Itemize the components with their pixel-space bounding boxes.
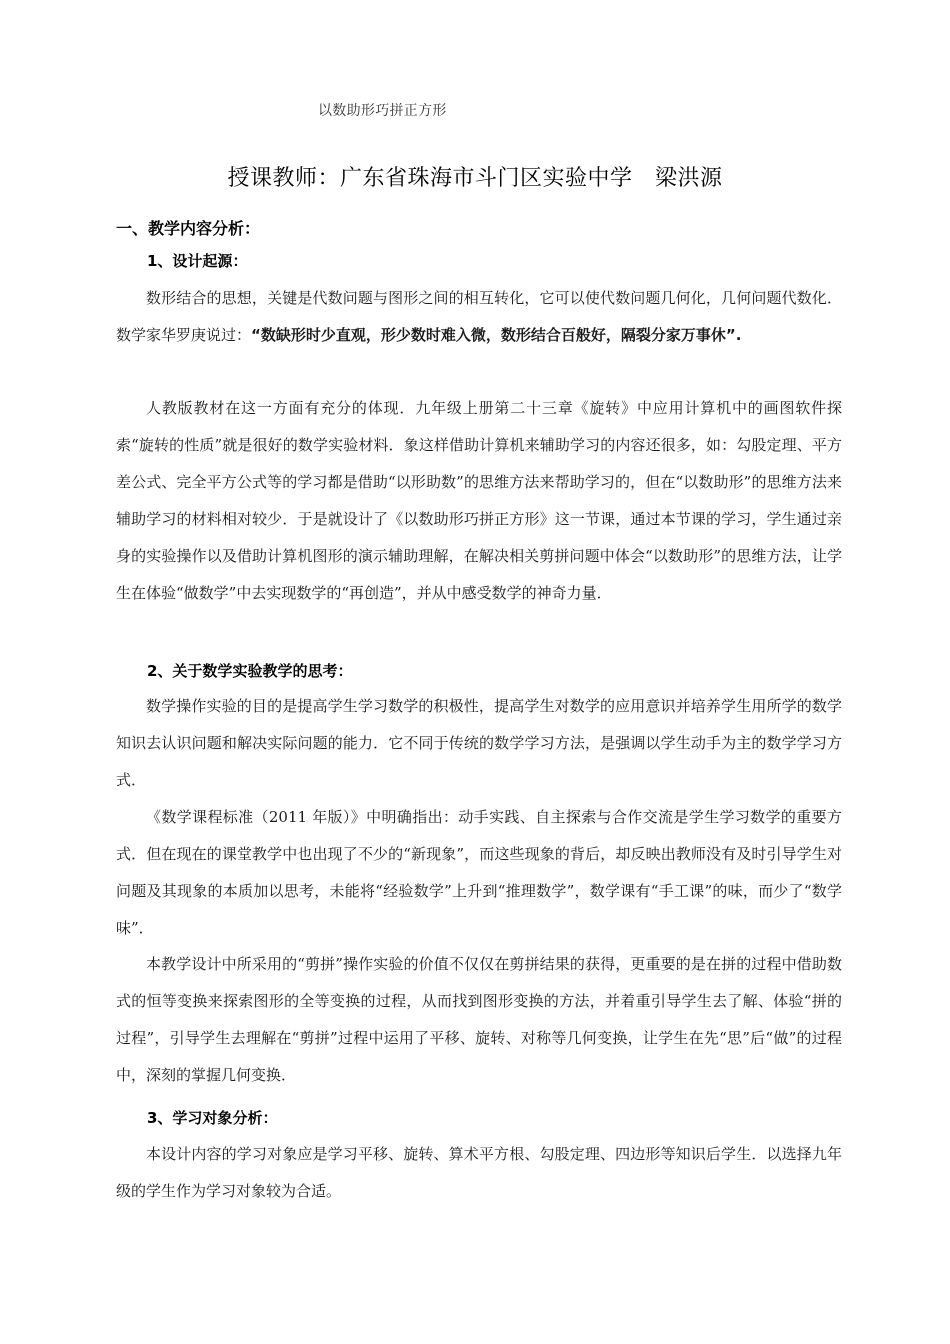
paragraph-learner-analysis: 本设计内容的学习对象应是学习平移、旋转、算术平方根、勾股定理、四边形等知识后学生．以选择九年级的学生作为学习对象较为合适。 — [116, 1145, 842, 1200]
document-title: 以数助形巧拼正方形 — [318, 103, 447, 119]
subheading-learner-analysis: 3、学习对象分析： — [147, 1109, 278, 1127]
paragraph-text: 数形结合的思想，关键是代数问题与图形之间的相互转化，它可以使代数问题几何化，几何问题代数化．数学家华罗庚说过： — [116, 289, 842, 344]
subheading-math-experiment-thoughts: 2、关于数学实验教学的思考： — [147, 662, 353, 680]
section-heading-content-analysis: 一、教学内容分析： — [116, 219, 261, 238]
paragraph-experiment-2: 《数学课程标准（2011 年版）》中明确指出：动手实践、自主探索与合作交流是学生学习数学的重要方式．但在现在的课堂教学中也出现了不少的“新现象”，而这些现象的背后，却反映出教师没有及时引导学生对问题及其现象的本质加以思考，未能将“经验数学”上升到“推理数学”，数学课有“手工课”的味，而少了“数学味”． — [116, 808, 842, 937]
paragraph-design-origin-1 — [116, 280, 842, 354]
paragraph-experiment-3: 本教学设计中所采用的“剪拼”操作实验的价值不仅仅在剪拼结果的获得，更重要的是在拼的过程中借助数式的恒等变换来探索图形的全等变换的过程，从而找到图形变换的方法，并着重引导学生去了解、体验“拼的过程”，引导学生去理解在“剪拼”过程中运用了平移、旋转、对称等几何变换，让学生在先“思”后“做”的过程中，深刻的掌握几何变换． — [116, 955, 842, 1084]
paragraph-design-origin-2: 人教版教材在这一方面有充分的体现．九年级上册第二十三章《旋转》中应用计算机中的画图软件探索“旋转的性质”就是很好的数学实验材料．象这样借助计算机来辅助学习的内容还很多，如：勾股定理、平方差公式、完全平方公式等的学习都是借助“以形助数”的思维方法来帮助学习的，但在“以数助形”的思维方法来辅助学习的材料相对较少．于是就设计了《以数助形巧拼正方形》这一节课，通过本节课的学习，学生通过亲身的实验操作以及借助计算机图形的演示辅助理解，在解决相关剪拼问题中体会“以数助形”的思维方法，让学生在体验“做数学”中去实现数学的“再创造”，并从中感受数学的神奇力量． — [116, 399, 842, 602]
hua-luogeng-quote: “数缺形时少直观，形少数时难入微，数形结合百般好，隔裂分家万事休”. — [251, 326, 742, 344]
subheading-design-origin: 1、设计起源： — [147, 252, 248, 270]
paragraph-experiment-1: 数学操作实验的目的是提高学生学习数学的积极性，提高学生对数学的应用意识并培养学生用所学的数学知识去认识问题和解决实际问题的能力．它不同于传统的数学学习方法，是强调以学生动手为主的数学学习方式． — [116, 697, 842, 789]
teacher-line: 授课教师：广东省珠海市斗门区实验中学 梁洪源 — [227, 166, 723, 191]
